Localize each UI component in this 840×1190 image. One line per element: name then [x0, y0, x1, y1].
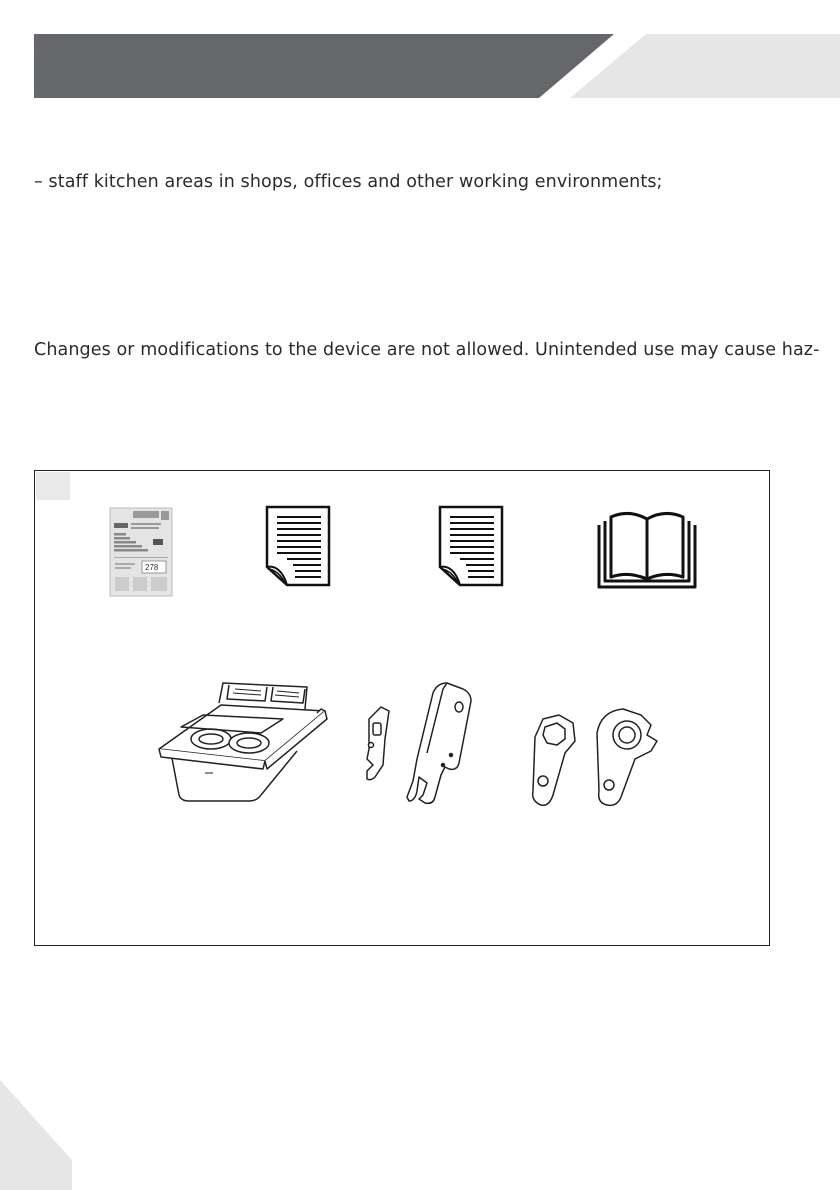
door-hinge-set-icon [361, 679, 473, 807]
header-tab [570, 34, 840, 98]
text-line-modifications: Changes or modifications to the device are not allowed. Unintended use may cause haz- [34, 340, 820, 360]
user-manual-icon [597, 507, 697, 591]
header-bar [34, 34, 614, 98]
page-corner-decoration [0, 1050, 80, 1190]
figure-label [36, 472, 70, 500]
ice-tray-box-icon [157, 669, 329, 805]
svg-text:278: 278 [145, 563, 159, 572]
document-icon [265, 505, 331, 587]
hinge-bushings-icon [529, 707, 665, 809]
energy-label-icon [109, 507, 173, 597]
accessories-figure [34, 470, 770, 946]
document-icon [438, 505, 504, 587]
text-line-usage: – staff kitchen areas in shops, offices and other working environments; [34, 172, 663, 192]
